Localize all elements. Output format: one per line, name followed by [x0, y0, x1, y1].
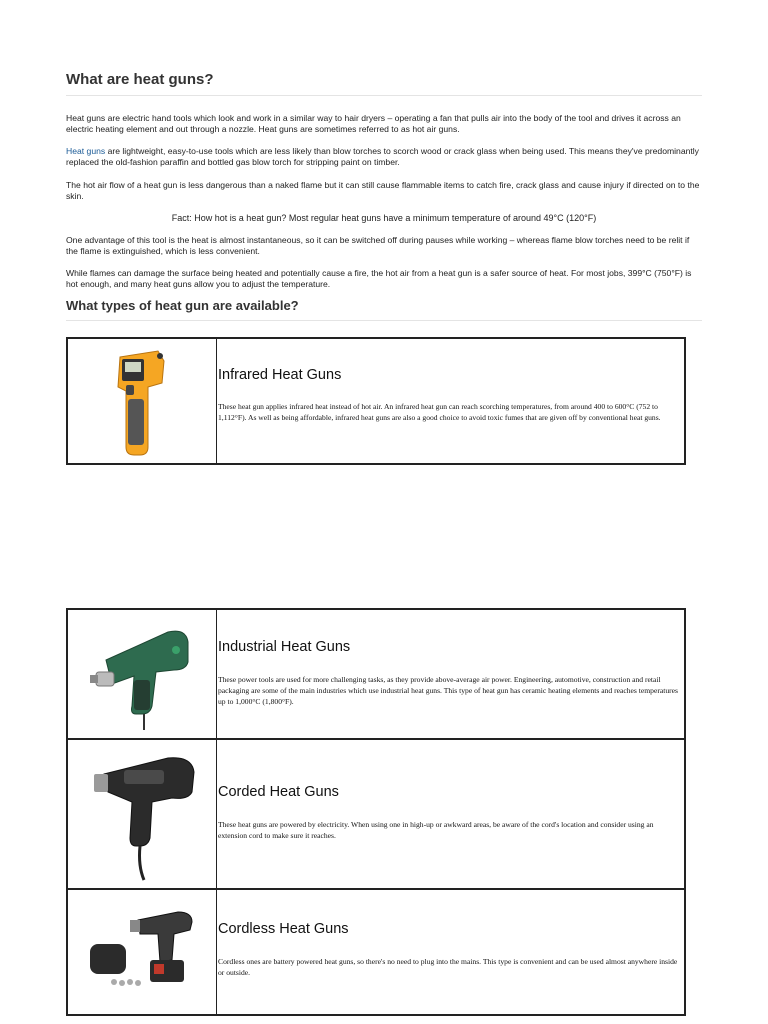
infrared-heat-gun-image [68, 339, 217, 463]
paragraph-lightweight [66, 146, 702, 168]
type-row-infrared [68, 339, 684, 463]
section-title-types: What types of heat gun are available? [66, 298, 299, 313]
type-row-corded [68, 740, 684, 888]
type-desc-infrared: These heat gun applies infrared heat instead of hot air. An infrared heat gun can reach scorching temperatures, from around 400 to 600°C (752 to 1,112°F). As well as being affordable, infrared heat guns are also a good choice to avoid toxic fumes that are given off by conventional heat guns. [218, 402, 661, 422]
paragraph-lightweight-text: are lightweight, easy-to-use tools which are less likely than blow torches to scorch wood or crack glass when being used. This means they've predominantly replaced the old-fashion paraffin and bottled gas blow torch for stripping paint on timber. [66, 146, 699, 167]
type-desc-cordless: Cordless ones are battery powered heat guns, so there's no need to plug into the mains. This type is convenient and can be used almost anywhere inside or outside. [218, 957, 678, 977]
paragraph-intro: Heat guns are electric hand tools which look and work in a similar way to hair dryers – operating a fan that pulls air into the body of the tool and drives it across an electric heating element and out through a nozzle. Heat guns are sometimes referred to as hot air guns. [66, 113, 681, 134]
divider [66, 95, 702, 96]
industrial-heat-gun-image [68, 610, 217, 738]
fact-callout: Fact: How hot is a heat gun? Most regular heat guns have a minimum temperature of around 49°C (120°F) [171, 213, 597, 223]
type-text-cell [218, 740, 684, 888]
paragraph-advantage: One advantage of this tool is the heat is almost instantaneous, so it can be switched off during pauses while working – whereas flame blow torches need to be relit if the flame is extinguished, which is less convenient. [66, 235, 690, 256]
paragraph-temperature: While flames can damage the surface being heated and potentially cause a fire, the hot air from a heat gun is a safer source of heat. For most jobs, 399°C (750°F) is hot enough, and many heat guns allow you to adjust the temperature. [66, 268, 692, 289]
divider [66, 320, 702, 321]
type-title-corded: Corded Heat Guns [218, 784, 339, 800]
type-title-cordless: Cordless Heat Guns [218, 921, 349, 937]
type-title-industrial: Industrial Heat Guns [218, 639, 351, 655]
section-title-what-are-heat-guns: What are heat guns? [66, 71, 214, 88]
type-desc-industrial: These power tools are used for more challenging tasks, as they provide above-average air power. Engineering, automotive, construction and retail packaging are some of the main industries which use industrial heat guns. This type of heat gun has ceramic heating elements and reaches temperatures up to 1,000°C (1,800°F). [218, 675, 678, 706]
type-text-cell [218, 890, 684, 1014]
paragraph-safety: The hot air flow of a heat gun is less dangerous than a naked flame but it can still cause flammable items to catch fire, crack glass and cause injury if directed on to the skin. [66, 180, 700, 201]
heat-guns-link[interactable]: Heat guns [66, 146, 106, 156]
cordless-heat-gun-image [68, 890, 217, 1014]
type-desc-corded: These heat guns are powered by electricity. When using one in high-up or awkward areas, be aware of the cord's location and consider using an extension cord to make sure it reaches. [218, 820, 654, 840]
type-row-cordless [68, 890, 684, 1014]
type-row-industrial [68, 610, 684, 738]
corded-heat-gun-image [68, 740, 217, 888]
type-title-infrared: Infrared Heat Guns [218, 367, 342, 383]
heat-gun-type-table-2 [66, 608, 686, 1016]
type-text-cell [218, 339, 684, 463]
heat-gun-type-table-1 [66, 337, 686, 465]
type-text-cell [218, 610, 684, 738]
